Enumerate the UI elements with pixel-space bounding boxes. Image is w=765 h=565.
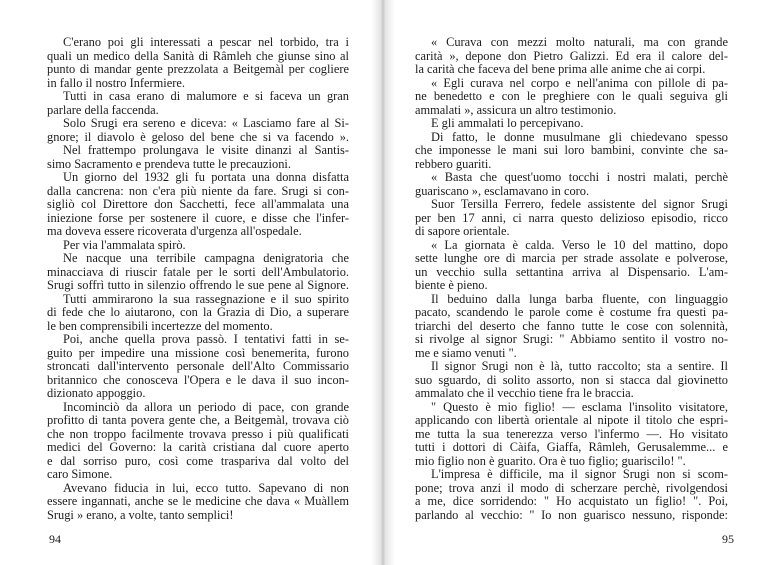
text-line: le ben comprensibili incertezze del momento. bbox=[47, 318, 273, 333]
page-number-right: 95 bbox=[722, 532, 734, 546]
text-line: per ben 17 anni, ci narra questo delizioso episodio, ricco bbox=[415, 210, 728, 225]
text-line: Avevano fiducia in lui, ecco tutto. Sapevano di non bbox=[63, 480, 349, 495]
text-line: dizionato appoggio. bbox=[47, 386, 146, 400]
text-line: un vecchio sulla settantina arriva al Dispensario. L'am- bbox=[415, 264, 728, 279]
text-line: C'erano poi gli interessati a pescar nel torbido, tra i bbox=[63, 35, 349, 49]
text-line: medici del Governo: la carità cristiana dal cuore aperto bbox=[47, 440, 349, 454]
text-line: Srugi soffrì tutto in silenzio offrendo le sue pene al Signore. bbox=[47, 278, 349, 292]
text-line: minacciava di riuscir fatale per le sorti dell'Ambulatorio. bbox=[47, 264, 349, 279]
text-line: tutti i dottori di Càifa, Giaffa, Râmleh, Gerusalemme... e bbox=[415, 440, 728, 454]
text-line: profitto di tanta povera gente che, a Beitgemàl, trovava ciò bbox=[47, 413, 349, 427]
text-line: in fallo il nostro Infermiere. bbox=[47, 75, 185, 90]
text-line: caro Simone. bbox=[47, 467, 113, 481]
text-line: ammalati », assicura un altro testimonio. bbox=[415, 102, 617, 117]
text-line: iniezione forse per sostenere il cuore, e disse che l'infer- bbox=[47, 210, 349, 225]
text-line: britannico che conosceva l'Opera e le dava il suo incon- bbox=[47, 372, 349, 387]
text-line: a me, dice sorridendo: " Ho acquistato un figlio! ". Poi, bbox=[415, 494, 728, 508]
text-line: Di fatto, le donne musulmane gli chiedevano spesso bbox=[431, 129, 728, 144]
text-line: stroncati dall'intervento personale dell'Alto Commissario bbox=[47, 359, 349, 373]
text-line: guariscano », esclamavano in coro. bbox=[415, 183, 590, 198]
text-line: ammalato che il vecchio tiene fra le braccia. bbox=[415, 386, 634, 400]
text-line: pacato, scandendo le parole come è costume fra questi pa- bbox=[415, 305, 728, 319]
text-line: " Questo è mio figlio! — esclama l'insolito visitatore, bbox=[431, 399, 728, 414]
text-line: guito per impedire una missione così benemerita, furono bbox=[47, 345, 349, 360]
text-line: Per via l'ammalata spirò. bbox=[63, 237, 186, 252]
text-line: triarchi del deserto che fanno tutte le cose con solennità, bbox=[415, 318, 728, 333]
text-line: me e siamo venuti ". bbox=[415, 345, 517, 360]
text-line: di sapore orientale. bbox=[415, 224, 510, 238]
right-page bbox=[382, 0, 765, 565]
text-line: me tutta la sua tenerezza verso l'infermo —. Ho visitato bbox=[415, 426, 728, 441]
text-line: Nel frattempo prolungava le visite dinanzi al Santis- bbox=[63, 143, 349, 157]
text-line: « La giornata è calda. Verso le 10 del mattino, dopo bbox=[431, 237, 728, 252]
text-line: che imponesse le mani sui loro bambini, convinte che sa- bbox=[415, 143, 728, 157]
text-line: « Egli curava nel corpo e nell'anima con pillole di pa- bbox=[431, 75, 728, 90]
text-line: rebbero guariti. bbox=[415, 156, 492, 171]
text-line: « Basta che quest'uomo tocchi i nostri malati, perchè bbox=[431, 170, 728, 184]
text-line: che non troppo facilmente trovava presso i più qualificati bbox=[47, 426, 349, 441]
book-gutter bbox=[371, 0, 395, 565]
text-line: si rivolge al signor Srugi: " Abbiamo sentito il vostro no- bbox=[415, 332, 728, 346]
text-line: ma doveva essere ricoverata d'urgenza all'ospedale. bbox=[47, 224, 302, 238]
text-line: gnore; il diavolo è geloso del bene che si va facendo ». bbox=[47, 129, 349, 144]
text-line: applicando con libertà orientale al nipote il titolo che espri- bbox=[415, 413, 728, 427]
text-line: di fede che lo aiutarono, con la Grazia di Dio, a superare bbox=[47, 305, 349, 319]
text-line: Poi, anche quella prova passò. I tentativi fatti in se- bbox=[63, 332, 349, 346]
text-line: L'impresa è difficile, ma il signor Srugi non si scom- bbox=[431, 467, 728, 481]
page-number-left: 94 bbox=[49, 532, 61, 546]
text-line: mio figlio non è guarito. Ora è tuo figlio; guariscilo! ". bbox=[415, 453, 686, 468]
text-line: punto di mandar gente prezzolata a Beitgemàl per cogliere bbox=[47, 62, 349, 76]
text-line: essere ingannati, anche se le medicine che dava « Muàllem bbox=[47, 494, 349, 508]
left-page bbox=[0, 0, 382, 565]
text-line: la carità che faceva del bene prima alle anime che ai corpi. bbox=[415, 62, 706, 76]
text-line: Ne nacque una terribile campagna denigratoria che bbox=[63, 251, 349, 265]
text-line: parlare della faccenda. bbox=[47, 102, 159, 117]
text-line: e dal sorriso puro, così come traspariva dal volto del bbox=[47, 453, 349, 468]
text-line: Solo Srugi era sereno e diceva: « Lasciamo fare al Si- bbox=[63, 116, 349, 130]
text-line: pone; trova anzi il modo di scherzare perchè, rivolgendosi bbox=[415, 480, 728, 495]
text-line: Tutti in casa erano di malumore e si faceva un gran bbox=[63, 89, 349, 103]
text-line: ne benedetto e con le preghiere con le quali seguiva gli bbox=[415, 89, 728, 103]
text-line: parlando al vecchio: " Io non guarisco nessuno, risponde: bbox=[415, 507, 728, 522]
text-line: Srugi » erano, a volte, tanto semplici! bbox=[47, 507, 234, 522]
text-line: Tutti ammirarono la sua rassegnazione e il suo spirito bbox=[63, 291, 349, 306]
left-page-text bbox=[47, 36, 349, 522]
text-line: « Curava con mezzi molto naturali, ma con grande bbox=[431, 35, 728, 49]
text-line: suo sguardo, di solito assorto, non si stacca dal giovinetto bbox=[415, 372, 728, 387]
text-line: simo Sacramento e prendeva tutte le precauzioni. bbox=[47, 156, 291, 171]
text-line: biente è pieno. bbox=[415, 278, 488, 292]
text-line: quali un medico della Sanità di Râmleh che giunse sino al bbox=[47, 48, 349, 63]
text-line: Un giorno del 1932 gli fu portata una donna disfatta bbox=[63, 170, 349, 184]
text-line: sigliò col Direttore don Sacchetti, fece all'ammalata una bbox=[47, 197, 349, 211]
right-page-text bbox=[415, 36, 728, 522]
text-line: E gli ammalati lo percepivano. bbox=[431, 116, 584, 130]
text-line: sette lunghe ore di marcia per strade assolate e polverose, bbox=[415, 251, 728, 265]
text-line: carità », depone don Pietro Galizzi. Ed era il calore del- bbox=[415, 48, 728, 63]
text-line: Suor Tersilla Ferrero, fedele assistente del signor Srugi bbox=[431, 197, 728, 211]
text-line: Incominciò da allora un periodo di pace, con grande bbox=[63, 399, 349, 414]
text-line: Il beduino dalla lunga barba fluente, con linguaggio bbox=[431, 291, 728, 306]
text-line: dalla cancrena: non c'era più niente da fare. Srugi si con- bbox=[47, 183, 349, 198]
text-line: Il signor Srugi non è là, tutto raccolto; sta a sentire. Il bbox=[431, 359, 728, 373]
